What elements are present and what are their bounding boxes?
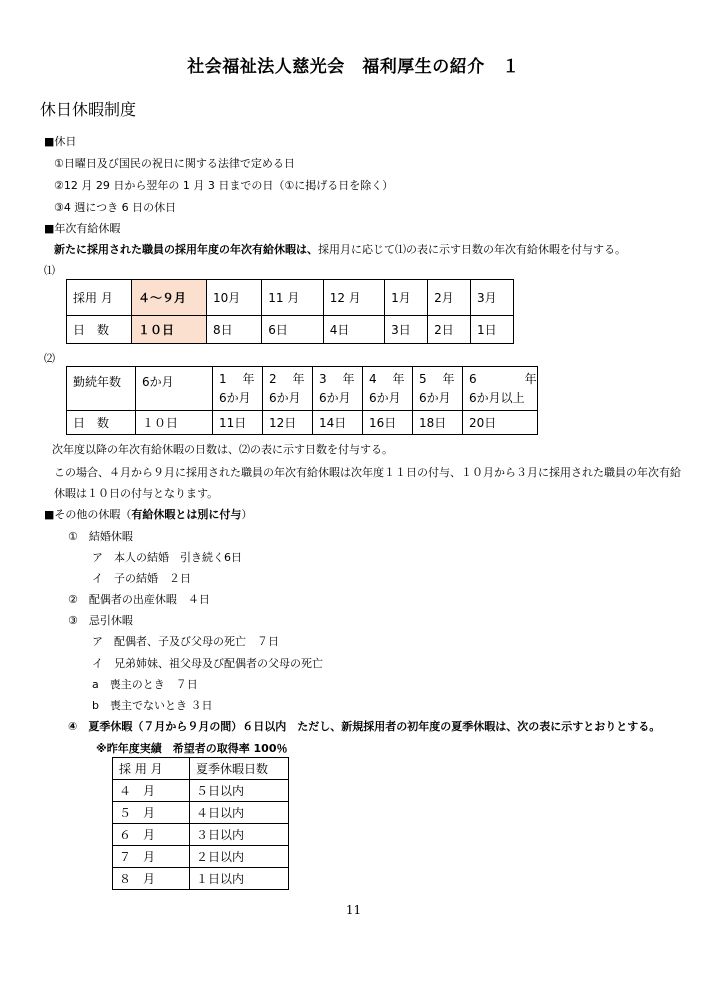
cell-line: 2 年 <box>269 371 305 386</box>
table-cell: １日以内 <box>190 868 289 890</box>
heading-bold: 有給休暇とは別に付与 <box>131 508 242 521</box>
table-cell: 16日 <box>363 411 413 435</box>
annual-leave-intro-bold: 新たに採用された職員の採用年度の年次有給休暇は、 <box>54 243 318 256</box>
cell-line: 3 年 <box>319 371 355 386</box>
table-cell: 採 用 月 <box>113 758 190 780</box>
table-cell-highlight: １０日 <box>132 316 207 344</box>
table-cell: 3日 <box>385 316 428 344</box>
table-cell: 10月 <box>207 280 262 316</box>
table-cell: 12日 <box>263 411 313 435</box>
annual-leave-heading: ■年次有給休暇 <box>44 222 121 235</box>
annual-leave-table-2 <box>66 366 538 435</box>
other-leave-item: ア 配偶者、子及び父母の死亡 ７日 <box>92 635 279 648</box>
cell-line: 6か月 <box>219 390 251 405</box>
table-cell: 6か月 <box>136 367 213 411</box>
table-cell: ８ 月 <box>113 868 190 890</box>
table-cell: 12 月 <box>323 280 384 316</box>
table-cell-highlight: ４～９月 <box>132 280 207 316</box>
table-cell: 勤続年数 <box>67 367 136 411</box>
heading-text: ■その他の休暇（ <box>44 508 132 521</box>
page-number: 11 <box>345 903 362 917</box>
holiday-item: ①日曜日及び国民の祝日に関する法律で定める日 <box>54 157 295 170</box>
summer-leave-table <box>112 757 289 890</box>
table-cell: １０日 <box>136 411 213 435</box>
other-leave-item: ① 結婚休暇 <box>68 530 133 543</box>
section-title: 休日休暇制度 <box>40 100 137 119</box>
table-cell: 2日 <box>428 316 471 344</box>
table1-mark: ⑴ <box>44 264 55 277</box>
table-cell <box>313 367 363 411</box>
other-leave-heading <box>44 506 252 522</box>
cell-line: 1 年 <box>219 371 255 386</box>
table-cell: 日 数 <box>67 411 136 435</box>
cell-line: 4 年 <box>369 371 405 386</box>
table-cell: 6日 <box>262 316 323 344</box>
summer-leave-text: ④ 夏季休暇（７月から９月の間）６日以内 ただし、新規採用者の初年度の夏季休暇は、次の表に示すとおりとする。 <box>68 720 661 733</box>
table-cell: 日 数 <box>67 316 132 344</box>
table-cell: 20日 <box>463 411 538 435</box>
table-cell: ３日以内 <box>190 824 289 846</box>
table-cell <box>463 367 538 411</box>
holiday-item: ③4 週につき 6 日の休日 <box>54 201 177 214</box>
table-cell <box>263 367 313 411</box>
cell-line: 6 年 <box>469 371 537 386</box>
other-leave-item: ③ 忌引休暇 <box>68 614 133 627</box>
other-leave-item: a 喪主のとき ７日 <box>92 678 198 691</box>
table-cell: ２日以内 <box>190 846 289 868</box>
table2-mark: ⑵ <box>44 352 55 365</box>
table-cell: 2月 <box>428 280 471 316</box>
table-cell: ４日以内 <box>190 802 289 824</box>
table-cell: ７ 月 <box>113 846 190 868</box>
annual-leave-note: 次年度以降の年次有給休暇の日数は、⑵の表に示す日数を付与する。 <box>52 443 393 456</box>
annual-leave-note: 休暇は１０日の付与となります。 <box>54 487 219 500</box>
table-cell <box>363 367 413 411</box>
table-cell: ５ 月 <box>113 802 190 824</box>
table-cell: 4日 <box>323 316 384 344</box>
annual-leave-table-1 <box>66 279 514 344</box>
cell-line: 6か月以上 <box>469 390 525 405</box>
page-title: 社会福祉法人慈光会 福利厚生の紹介 １ <box>187 57 520 77</box>
cell-line: 5 年 <box>419 371 455 386</box>
table-cell: ５日以内 <box>190 780 289 802</box>
other-leave-item: イ 兄弟姉妹、祖父母及び配偶者の父母の死亡 <box>92 657 323 670</box>
table-cell <box>413 367 463 411</box>
table-cell: 11日 <box>213 411 263 435</box>
table-cell: 3月 <box>471 280 514 316</box>
cell-line: 6か月 <box>269 390 301 405</box>
table-cell: ４ 月 <box>113 780 190 802</box>
annual-leave-intro <box>54 241 626 257</box>
cell-line: 6か月 <box>369 390 401 405</box>
table-cell: 18日 <box>413 411 463 435</box>
table-cell: 11 月 <box>262 280 323 316</box>
other-leave-item: ② 配偶者の出産休暇 ４日 <box>68 593 210 606</box>
summer-leave-note: ※昨年度実績 希望者の取得率 100％ <box>96 742 288 755</box>
table-cell: 14日 <box>313 411 363 435</box>
table-cell: 採用 月 <box>67 280 132 316</box>
other-leave-item: ア 本人の結婚 引き続く6日 <box>92 551 242 564</box>
holiday-item: ②12 月 29 日から翌年の 1 月 3 日までの日（①に掲げる日を除く） <box>54 179 394 192</box>
other-leave-item: b 喪主でないとき ３日 <box>92 699 213 712</box>
table-cell: ６ 月 <box>113 824 190 846</box>
table-cell <box>213 367 263 411</box>
annual-leave-intro-rest: 採用月に応じて⑴の表に示す日数の年次有給休暇を付与する。 <box>318 243 626 256</box>
cell-line: 6か月 <box>319 390 351 405</box>
table-cell: 1日 <box>471 316 514 344</box>
other-leave-item: イ 子の結婚 ２日 <box>92 572 191 585</box>
annual-leave-note: この場合、４月から９月に採用された職員の年次有給休暇は次年度１１日の付与、１０月から３月に採用された職員の年次有給 <box>54 466 681 479</box>
table-cell: 夏季休暇日数 <box>190 758 289 780</box>
cell-line: 6か月 <box>419 390 451 405</box>
holidays-heading: ■休日 <box>44 135 77 148</box>
heading-end: ） <box>241 508 253 521</box>
table-cell: 8日 <box>207 316 262 344</box>
table-cell: 1月 <box>385 280 428 316</box>
